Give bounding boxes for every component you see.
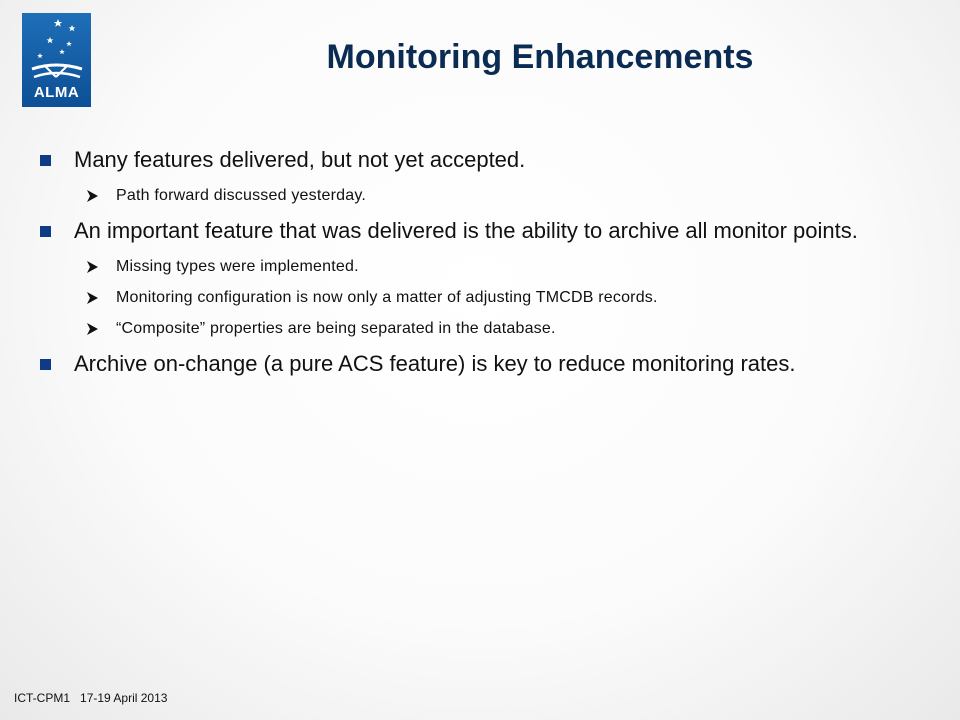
page-title: Monitoring Enhancements (326, 38, 754, 76)
arrowhead-bullet-icon (86, 322, 99, 336)
slide-footer (14, 691, 167, 705)
square-bullet-icon (40, 359, 51, 370)
bullet-text: An important feature that was delivered is the ability to archive all monitor points. (74, 218, 858, 243)
footer-dates: 17-19 April 2013 (80, 691, 168, 705)
sub-bullet-item (40, 256, 920, 278)
bullet-item (40, 145, 920, 175)
footer-event: ICT-CPM1 (14, 691, 71, 705)
sub-bullet-item (40, 287, 920, 309)
bullet-item (40, 216, 920, 246)
bullet-item (40, 349, 920, 379)
sub-bullet-text: Path forward discussed yesterday. (116, 187, 366, 204)
alma-logo (22, 13, 91, 107)
sub-bullet-item (40, 185, 920, 207)
sub-bullet-item (40, 318, 920, 340)
arrowhead-bullet-icon (86, 260, 99, 274)
arrowhead-bullet-icon (86, 189, 99, 203)
logo-text: ALMA (33, 84, 80, 101)
sub-bullet-text: Missing types were implemented. (116, 258, 359, 275)
slide-body (40, 145, 920, 389)
sub-bullet-text: “Composite” properties are being separated in the database. (116, 320, 556, 337)
sub-bullet-text: Monitoring configuration is now only a matter of adjusting TMCDB records. (116, 289, 658, 306)
bullet-text: Many features delivered, but not yet accepted. (74, 147, 526, 172)
bullet-text: Archive on-change (a pure ACS feature) is key to reduce monitoring rates. (74, 351, 796, 376)
square-bullet-icon (40, 155, 51, 166)
arrowhead-bullet-icon (86, 291, 99, 305)
square-bullet-icon (40, 226, 51, 237)
